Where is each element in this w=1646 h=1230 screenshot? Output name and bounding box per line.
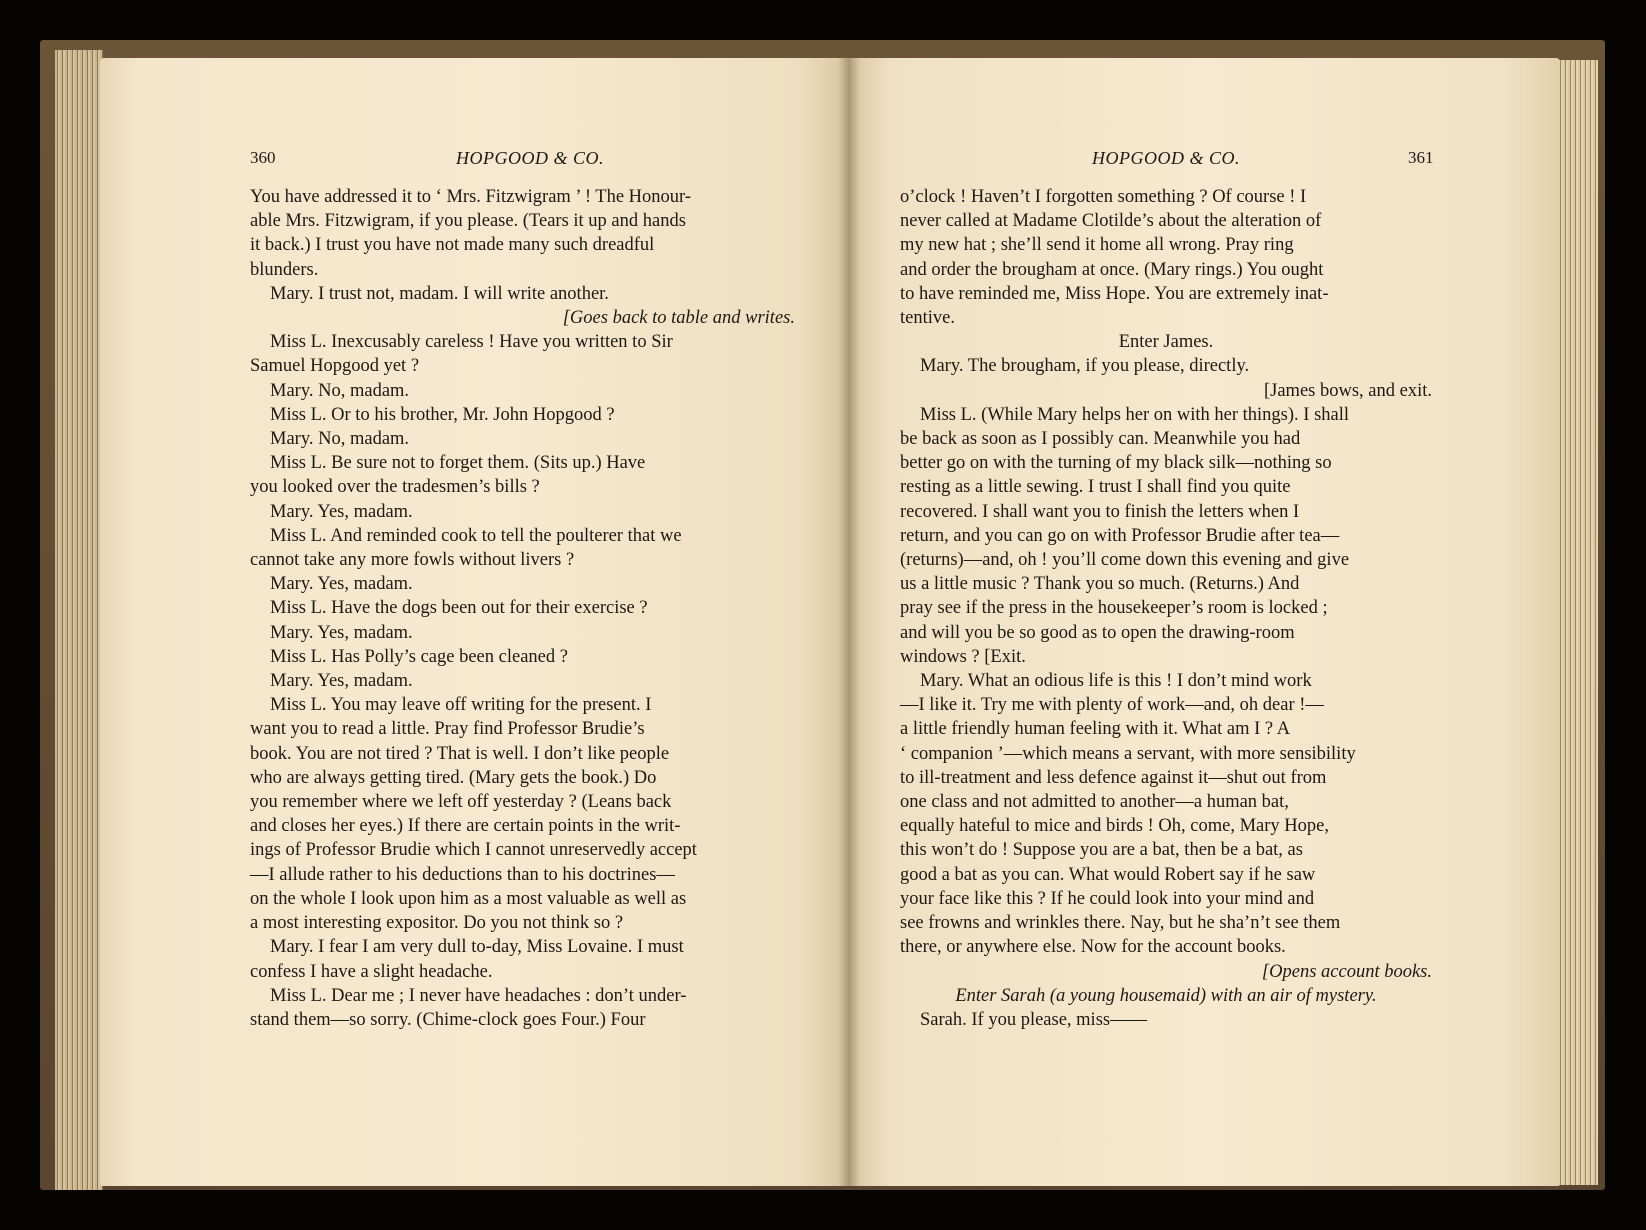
text-line: Miss L. (While Mary helps her on with her things). I shall (920, 404, 1350, 425)
running-head: HOPGOOD & CO. (456, 148, 604, 168)
text-line: Mary. I trust not, madam. I will write another. (270, 283, 609, 304)
text-line: Mary. What an odious life is this ! I don’t mind work (920, 671, 1312, 692)
text-line: Miss L. Dear me ; I never have headaches : don’t under- (270, 985, 687, 1006)
text-line: —I allude rather to his deductions than to his doctrines— (250, 864, 675, 885)
text-line: Mary. Yes, madam. (270, 501, 413, 522)
page-text (900, 185, 1432, 1032)
text-line: You have addressed it to ‘ Mrs. Fitzwigram ’ ! The Honour- (250, 187, 691, 207)
left-page (100, 58, 848, 1186)
text-line: [Goes back to table and writes. (562, 308, 795, 329)
text-line: Mary. The brougham, if you please, directly. (920, 356, 1250, 377)
text-line: able Mrs. Fitzwigram, if you please. (Tears it up and hands (250, 211, 686, 232)
text-line: see frowns and wrinkles there. Nay, but he sha’n’t see them (900, 913, 1341, 934)
text-line: and order the brougham at once. (Mary rings.) You ought (900, 259, 1324, 280)
text-line: my new hat ; she’ll send it home all wrong. Pray ring (900, 235, 1294, 256)
text-line: Miss L. Or to his brother, Mr. John Hopgood ? (270, 404, 615, 425)
text-line: Enter James. (1118, 332, 1214, 353)
text-line: a most interesting expositor. Do you not think so ? (250, 913, 624, 934)
text-line: (returns)—and, oh ! you’ll come down this evening and give (900, 550, 1350, 571)
text-line: be back as soon as I possibly can. Meanwhile you had (900, 429, 1301, 450)
text-line: us a little music ? Thank you so much. (Returns.) And (900, 574, 1300, 595)
text-line: Miss L. Be sure not to forget them. (Sits up.) Have (270, 453, 646, 474)
running-head: HOPGOOD & CO. (1092, 148, 1240, 168)
text-line: Mary. Yes, madam. (270, 622, 413, 643)
text-line: and will you be so good as to open the drawing-room (900, 622, 1295, 643)
text-line: pray see if the press in the housekeeper’s room is locked ; (900, 598, 1328, 619)
text-line: Miss L. And reminded cook to tell the poulterer that we (270, 525, 682, 546)
text-line: one class and not admitted to another—a human bat, (900, 792, 1289, 813)
text-line: good a bat as you can. What would Robert say if he saw (900, 864, 1316, 885)
text-line: blunders. (250, 259, 319, 280)
text-line: Miss L. Have the dogs been out for their exercise ? (270, 598, 648, 619)
text-line: there, or anywhere else. Now for the account books. (900, 937, 1286, 958)
text-line: Sarah. If you please, miss—— (920, 1009, 1148, 1030)
text-line: a little friendly human feeling with it. What am I ? A (900, 719, 1291, 740)
text-line: Mary. No, madam. (270, 380, 410, 401)
text-line: equally hateful to mice and birds ! Oh, come, Mary Hope, (900, 816, 1329, 837)
right-page-edges (1558, 60, 1598, 1185)
right-page (848, 58, 1560, 1186)
text-line: —I like it. Try me with plenty of work—and, oh dear !— (900, 695, 1324, 716)
text-line: Miss L. You may leave off writing for the present. I (270, 695, 652, 716)
text-line: stand them—so sorry. (Chime-clock goes Four.) Four (250, 1009, 646, 1030)
text-line: confess I have a slight headache. (250, 961, 493, 982)
text-line: [James bows, and exit. (1263, 380, 1432, 401)
text-line: ‘ companion ’—which means a servant, with more sensibility (900, 743, 1356, 764)
text-line: Samuel Hopgood yet ? (250, 356, 420, 377)
text-line: cannot take any more fowls without livers ? (250, 550, 575, 571)
text-line: Mary. No, madam. (270, 429, 410, 450)
text-line: your face like this ? If he could look into your mind and (900, 888, 1315, 909)
text-line: o’clock ! Haven’t I forgotten something ? Of course ! I (900, 187, 1307, 207)
text-line: Mary. Yes, madam. (270, 671, 413, 692)
text-line: better go on with the turning of my black silk—nothing so (900, 453, 1332, 474)
text-line: you looked over the tradesmen’s bills ? (250, 477, 540, 498)
text-line: return, and you can go on with Professor Brudie after tea— (900, 525, 1340, 546)
text-line: to have reminded me, Miss Hope. You are extremely inat- (900, 283, 1329, 304)
text-line: who are always getting tired. (Mary gets the book.) Do (250, 767, 657, 788)
text-line: to ill-treatment and less defence against it—shut out from (900, 767, 1327, 788)
text-line: Enter Sarah (a young housemaid) with an air of mystery. (955, 985, 1377, 1006)
page-number: 361 (1408, 148, 1434, 167)
text-line: book. You are not tired ? That is well. I don’t like people (250, 743, 670, 764)
text-line: and closes her eyes.) If there are certain points in the writ- (250, 816, 681, 837)
text-line: it back.) I trust you have not made many such dreadful (250, 235, 655, 256)
text-line: ings of Professor Brudie which I cannot unreservedly accept (250, 840, 697, 861)
text-line: you remember where we left off yesterday ? (Leans back (250, 792, 672, 813)
text-line: on the whole I look upon him as a most valuable as well as (250, 888, 687, 909)
page-text (250, 185, 795, 1032)
text-line: this won’t do ! Suppose you are a bat, then be a bat, as (900, 840, 1303, 861)
book-gutter (838, 58, 860, 1186)
text-line: Miss L. Inexcusably careless ! Have you written to Sir (270, 332, 673, 353)
text-line: resting as a little sewing. I trust I shall find you quite (900, 477, 1291, 498)
text-line: want you to read a little. Pray find Professor Brudie’s (250, 719, 645, 740)
text-line: tentive. (900, 308, 955, 329)
text-line: Miss L. Has Polly’s cage been cleaned ? (270, 646, 568, 667)
text-line: recovered. I shall want you to finish the letters when I (900, 501, 1300, 522)
text-line: [Opens account books. (1261, 961, 1432, 982)
page-number: 360 (250, 148, 276, 167)
left-page-edges (55, 50, 103, 1190)
text-line: windows ? [Exit. (900, 646, 1026, 667)
text-line: Mary. Yes, madam. (270, 574, 413, 595)
text-line: Mary. I fear I am very dull to-day, Miss Lovaine. I must (270, 937, 684, 958)
text-line: never called at Madame Clotilde’s about the alteration of (900, 211, 1322, 232)
